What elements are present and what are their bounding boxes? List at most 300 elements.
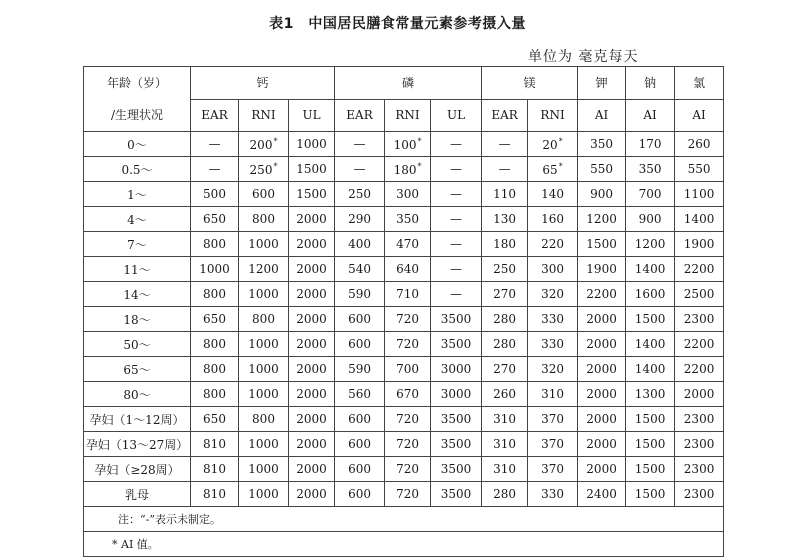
value-cell: [239, 432, 289, 457]
value-cell: [675, 457, 724, 482]
value-text: 110: [493, 187, 517, 201]
value-cell: [431, 207, 482, 232]
value-text: 2000: [586, 387, 617, 401]
value-cell: [675, 382, 724, 407]
value-cell: [431, 357, 482, 382]
table-row: [84, 382, 724, 407]
value-text: 400: [348, 237, 371, 251]
group-header-chlorine: 氯: [675, 67, 724, 100]
value-cell: [335, 482, 385, 507]
note-row: [84, 507, 724, 532]
ai-mark: *: [417, 136, 422, 146]
value-cell: [385, 482, 431, 507]
value-text: 600: [348, 462, 371, 476]
value-cell: [191, 357, 239, 382]
age-group-cell: 65～: [84, 357, 191, 382]
value-text: —: [450, 137, 463, 151]
subcol-header: AI: [675, 99, 724, 132]
value-text: 250: [249, 162, 273, 177]
subcol-header: EAR: [191, 99, 239, 132]
value-cell: [431, 182, 482, 207]
value-cell: [431, 332, 482, 357]
value-text: 800: [252, 412, 275, 426]
group-header-sodium: 钠: [626, 67, 675, 100]
value-cell: [335, 157, 385, 182]
value-cell: [385, 307, 431, 332]
age-group-cell: 孕妇（1～12周）: [84, 407, 191, 432]
value-text: 600: [348, 337, 371, 351]
value-text: 800: [203, 337, 226, 351]
value-text: 720: [396, 437, 419, 451]
subcol-header: UL: [289, 99, 335, 132]
value-cell: [335, 282, 385, 307]
value-cell: [528, 257, 578, 282]
value-text: 1400: [634, 262, 666, 276]
value-text: 330: [541, 337, 565, 351]
value-cell: [482, 157, 528, 182]
value-text: 720: [396, 412, 419, 426]
table-row: [84, 457, 724, 482]
value-text: —: [353, 137, 366, 151]
value-text: 2000: [586, 462, 617, 476]
value-text: 670: [396, 387, 419, 401]
value-text: 270: [493, 287, 517, 301]
value-cell: [385, 182, 431, 207]
value-cell: [626, 132, 675, 157]
value-text: 710: [396, 287, 419, 301]
value-cell: [578, 382, 626, 407]
value-cell: [482, 332, 528, 357]
value-text: 2000: [296, 237, 327, 251]
value-cell: [191, 382, 239, 407]
value-cell: [528, 407, 578, 432]
value-cell: [385, 282, 431, 307]
value-cell: [385, 232, 431, 257]
value-cell: [431, 157, 482, 182]
table-row: [84, 482, 724, 507]
value-cell: [191, 182, 239, 207]
value-cell: [191, 257, 239, 282]
group-header-calcium: 钙: [191, 67, 335, 100]
value-cell: [191, 432, 239, 457]
table-title: 表1 中国居民膳食常量元素参考摄入量: [269, 16, 526, 32]
value-text: 260: [687, 137, 711, 151]
age-group-cell: 乳母: [84, 482, 191, 507]
age-group-cell: 孕妇（13～27周）: [84, 432, 191, 457]
value-text: 330: [541, 312, 565, 326]
value-text: 20: [542, 137, 558, 152]
table-row: [84, 357, 724, 382]
value-cell: [626, 232, 675, 257]
value-text: 350: [396, 212, 419, 226]
value-text: 280: [493, 312, 517, 326]
value-cell: [239, 457, 289, 482]
value-text: 600: [348, 312, 371, 326]
value-text: 800: [203, 237, 226, 251]
value-text: 800: [252, 212, 275, 226]
unit-label: 单位为 毫克每天: [528, 49, 639, 65]
value-text: 1200: [586, 212, 617, 226]
value-cell: [675, 132, 724, 157]
value-text: 1400: [634, 337, 666, 351]
value-text: 600: [348, 437, 371, 451]
value-text: 3000: [440, 387, 472, 401]
value-text: 1200: [248, 262, 279, 276]
value-text: 2300: [683, 487, 715, 501]
value-cell: [578, 282, 626, 307]
value-cell: [482, 432, 528, 457]
value-cell: [335, 432, 385, 457]
value-text: 1000: [296, 137, 327, 151]
value-text: —: [498, 137, 511, 151]
value-cell: [385, 407, 431, 432]
value-cell: [335, 132, 385, 157]
value-cell: [335, 382, 385, 407]
table-row: [84, 332, 724, 357]
value-cell: [528, 432, 578, 457]
value-cell: [431, 132, 482, 157]
subcol-header: AI: [578, 99, 626, 132]
value-text: 140: [541, 187, 565, 201]
value-text: 810: [203, 462, 226, 476]
value-cell: [626, 382, 675, 407]
value-cell: [431, 307, 482, 332]
value-text: 900: [590, 187, 614, 201]
value-cell: [528, 307, 578, 332]
value-text: 2400: [586, 487, 617, 501]
value-text: 1500: [634, 412, 666, 426]
value-text: —: [353, 162, 366, 176]
value-text: 220: [541, 237, 565, 251]
value-text: 2000: [296, 212, 327, 226]
value-text: 640: [396, 262, 419, 276]
value-cell: [482, 207, 528, 232]
value-cell: [626, 307, 675, 332]
value-text: —: [450, 262, 463, 276]
value-text: 800: [203, 287, 226, 301]
value-text: —: [450, 212, 463, 226]
value-cell: [239, 182, 289, 207]
value-cell: [431, 232, 482, 257]
value-text: 720: [396, 337, 419, 351]
value-cell: [385, 457, 431, 482]
value-text: 65: [542, 162, 558, 177]
subcol-header: RNI: [385, 99, 431, 132]
value-text: 3000: [440, 362, 472, 376]
value-text: 600: [348, 412, 371, 426]
value-cell: [675, 407, 724, 432]
value-text: 600: [252, 187, 275, 201]
value-text: 1000: [248, 487, 279, 501]
value-cell: [528, 382, 578, 407]
value-text: 1000: [248, 362, 279, 376]
value-text: 2200: [586, 287, 617, 301]
value-text: 2000: [296, 487, 327, 501]
value-cell: [239, 232, 289, 257]
age-group-cell: 18～: [84, 307, 191, 332]
value-text: 3500: [440, 437, 472, 451]
value-text: 2000: [296, 412, 327, 426]
value-cell: [385, 257, 431, 282]
value-cell: [191, 232, 239, 257]
value-text: 100: [393, 137, 417, 152]
age-group-cell: 80～: [84, 382, 191, 407]
value-text: 2000: [296, 262, 327, 276]
value-text: 1500: [586, 237, 617, 251]
value-cell: [482, 182, 528, 207]
value-cell: [675, 357, 724, 382]
value-cell: [578, 232, 626, 257]
value-text: 370: [541, 462, 565, 476]
value-text: 800: [203, 387, 226, 401]
value-cell: [431, 282, 482, 307]
value-cell: [528, 157, 578, 182]
subcol-header: EAR: [482, 99, 528, 132]
subcol-header: RNI: [528, 99, 578, 132]
value-text: —: [450, 237, 463, 251]
value-cell: [335, 332, 385, 357]
value-text: 2000: [296, 387, 327, 401]
value-cell: [578, 257, 626, 282]
value-cell: [289, 132, 335, 157]
value-cell: [626, 157, 675, 182]
value-cell: [385, 357, 431, 382]
value-cell: [335, 357, 385, 382]
ai-mark: *: [558, 161, 563, 171]
value-cell: [431, 257, 482, 282]
value-text: —: [208, 162, 221, 176]
value-cell: [239, 357, 289, 382]
value-text: 650: [203, 312, 226, 326]
subcol-header: AI: [626, 99, 675, 132]
value-text: 1900: [683, 237, 715, 251]
value-cell: [289, 357, 335, 382]
value-cell: [675, 282, 724, 307]
value-text: 2300: [683, 437, 715, 451]
value-text: 130: [493, 212, 517, 226]
value-text: 1000: [248, 437, 279, 451]
value-cell: [528, 482, 578, 507]
value-text: 1000: [248, 387, 279, 401]
table-row: [84, 307, 724, 332]
value-cell: [482, 357, 528, 382]
value-cell: [675, 432, 724, 457]
value-text: 300: [541, 262, 565, 276]
value-text: 330: [541, 487, 565, 501]
value-cell: [626, 282, 675, 307]
value-cell: [191, 332, 239, 357]
value-text: 2000: [586, 437, 617, 451]
value-text: 1000: [199, 262, 230, 276]
value-text: 550: [687, 162, 711, 176]
value-cell: [239, 407, 289, 432]
value-text: —: [450, 287, 463, 301]
value-text: 1400: [634, 362, 666, 376]
value-text: 1500: [634, 487, 666, 501]
value-text: 800: [252, 312, 275, 326]
age-group-cell: 50～: [84, 332, 191, 357]
value-cell: [239, 257, 289, 282]
value-text: 900: [638, 212, 662, 226]
age-group-cell: 4～: [84, 207, 191, 232]
value-text: 1000: [248, 287, 279, 301]
value-text: 1900: [586, 262, 617, 276]
value-cell: [289, 157, 335, 182]
value-text: 470: [396, 237, 419, 251]
note-text: 注：“-”表示未制定。: [84, 507, 724, 532]
value-text: 2000: [296, 337, 327, 351]
value-text: 370: [541, 437, 565, 451]
age-group-cell: 孕妇（≥28周）: [84, 457, 191, 482]
value-cell: [626, 457, 675, 482]
age-group-cell: 14～: [84, 282, 191, 307]
value-cell: [431, 432, 482, 457]
age-header: [84, 67, 191, 132]
value-cell: [482, 132, 528, 157]
value-text: 720: [396, 462, 419, 476]
subcol-header: UL: [431, 99, 482, 132]
value-cell: [578, 357, 626, 382]
value-cell: [191, 282, 239, 307]
value-text: 3500: [440, 462, 472, 476]
value-text: 2300: [683, 462, 715, 476]
value-text: 2000: [683, 387, 715, 401]
value-cell: [191, 132, 239, 157]
value-cell: [675, 332, 724, 357]
value-cell: [626, 257, 675, 282]
value-text: 1500: [634, 437, 666, 451]
value-cell: [191, 407, 239, 432]
group-header-magnesium: 镁: [482, 67, 578, 100]
value-text: —: [450, 187, 463, 201]
value-text: 2000: [586, 412, 617, 426]
value-text: 2200: [683, 262, 715, 276]
value-text: 310: [493, 437, 517, 451]
value-text: 3500: [440, 337, 472, 351]
value-text: 350: [638, 162, 662, 176]
value-cell: [528, 207, 578, 232]
value-cell: [578, 307, 626, 332]
value-cell: [289, 232, 335, 257]
value-cell: [626, 207, 675, 232]
value-cell: [191, 157, 239, 182]
value-cell: [191, 457, 239, 482]
table-row: [84, 282, 724, 307]
value-text: 200: [249, 137, 273, 152]
value-cell: [385, 382, 431, 407]
value-cell: [482, 382, 528, 407]
age-group-cell: 0.5～: [84, 157, 191, 182]
table-row: [84, 232, 724, 257]
value-text: 1000: [248, 462, 279, 476]
value-cell: [289, 257, 335, 282]
value-text: 590: [348, 362, 371, 376]
value-cell: [239, 307, 289, 332]
value-text: 1000: [248, 237, 279, 251]
value-text: 310: [541, 387, 565, 401]
value-text: 600: [348, 487, 371, 501]
value-text: 1500: [634, 462, 666, 476]
value-text: 280: [493, 337, 517, 351]
table-row: [84, 182, 724, 207]
value-text: 2000: [296, 312, 327, 326]
value-cell: [578, 132, 626, 157]
value-text: 2000: [296, 462, 327, 476]
value-cell: [675, 232, 724, 257]
value-text: 260: [493, 387, 517, 401]
value-cell: [335, 457, 385, 482]
value-cell: [289, 332, 335, 357]
intake-table: [83, 66, 724, 557]
value-cell: [239, 382, 289, 407]
table-row: [84, 432, 724, 457]
value-cell: [289, 207, 335, 232]
ai-mark: *: [273, 161, 278, 171]
value-text: 2300: [683, 412, 715, 426]
value-cell: [482, 232, 528, 257]
value-cell: [626, 407, 675, 432]
value-text: 1500: [296, 162, 327, 176]
value-text: 2000: [586, 312, 617, 326]
value-cell: [239, 132, 289, 157]
value-text: 2000: [296, 362, 327, 376]
value-text: 1000: [248, 337, 279, 351]
value-text: 350: [590, 137, 614, 151]
value-text: 170: [638, 137, 662, 151]
value-cell: [578, 207, 626, 232]
value-text: 1600: [634, 287, 666, 301]
value-text: 250: [493, 262, 517, 276]
value-cell: [289, 307, 335, 332]
table-row: [84, 157, 724, 182]
value-text: 700: [638, 187, 662, 201]
table-row: [84, 407, 724, 432]
table-row: [84, 207, 724, 232]
group-header-phosphorus: 磷: [335, 67, 482, 100]
value-text: 1500: [634, 312, 666, 326]
value-cell: [528, 282, 578, 307]
value-text: 3500: [440, 312, 472, 326]
value-text: 810: [203, 487, 226, 501]
value-cell: [431, 482, 482, 507]
value-cell: [626, 432, 675, 457]
value-text: 290: [348, 212, 371, 226]
ai-mark: *: [417, 161, 422, 171]
header-row-groups: [84, 67, 724, 100]
ai-mark: *: [558, 136, 563, 146]
value-cell: [528, 132, 578, 157]
value-text: 1100: [683, 187, 715, 201]
value-cell: [675, 182, 724, 207]
value-text: 2000: [296, 437, 327, 451]
value-text: 800: [203, 362, 226, 376]
value-text: 320: [541, 287, 565, 301]
value-cell: [482, 307, 528, 332]
value-cell: [289, 482, 335, 507]
value-cell: [335, 257, 385, 282]
value-text: 310: [493, 462, 517, 476]
note-text: * AI 值。: [84, 532, 724, 557]
value-cell: [335, 232, 385, 257]
value-text: 1200: [634, 237, 666, 251]
age-group-cell: 0～: [84, 132, 191, 157]
value-cell: [528, 182, 578, 207]
value-cell: [482, 457, 528, 482]
value-cell: [578, 457, 626, 482]
value-text: 2200: [683, 337, 715, 351]
value-text: 2500: [683, 287, 715, 301]
value-text: 2200: [683, 362, 715, 376]
